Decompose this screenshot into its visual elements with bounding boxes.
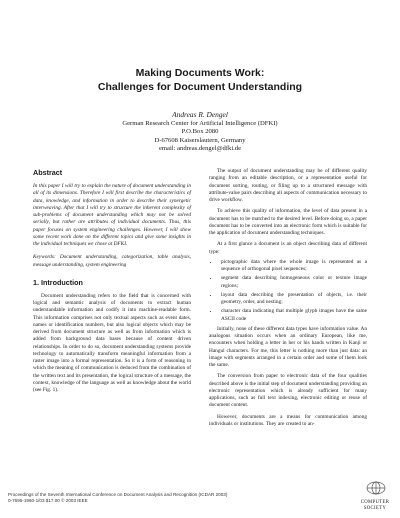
section-heading-introduction: 1. Introduction [33,277,83,287]
body-paragraph: Initially, none of these different data types have information value. An analogous situation occurs when an ordinary European, like me, encounters when holding a letter in her or his hands written in Kanji or Hangul characters. For me, this letter is nothing more than just data: an image with segments arranged in a certain order and some of them look the same. [209,325,367,368]
abstract-text: In this paper I will try to explain the nature of document understanding in all of its dimensions. Therefore I will first describe the characteristics of data, knowledge, and information in order to describe their synergetic interweaving. After that I will try to structure the inherent complexity of sub-problems of document understanding which may not be solved serially, but rather are attributes of individual documents. Thus, this paper focuses on system engineering challenges. However, I will show some recent work done on the different topics and give some insights in the individual techniques we chose at DFKI. [33,183,191,247]
intro-paragraph: Document understanding refers to the field that is concerned with logical and semantic analysis of documents to extract human understandable information and codify it into machine-readable form. This information comprises not only textual aspects such as event dates, names or identification numbers, but also logical objects which may be derived from document structure as well as from information which is added from background data bases because of content driven relationships. In order to do so, document understanding systems provide technology to automatically transform meaningful information from a raster image into a formal representation. So it is a form of reasoning in which the meaning of communication is deduced from the combination of the written text and its presentation, the logical structure of a message, the context, knowledge of the language as well as knowledge about the world (see Fig. 1). [33,292,191,393]
author-name: Andreas R. Dengel [172,110,228,119]
computer-society-logo-text: COMPUTER SOCIETY [360,500,390,511]
list-item: • character data indicating that multiple glyph images have the same ASCII code [219,308,367,323]
body-paragraph: At a first glance a document is an object describing data of different type: [209,241,367,255]
body-paragraph: The output of document understanding may be of different quality ranging from an editable description, or a representation useful for document sorting, routing, or filing up to a structured message with attribute-value pairs describing all aspects of communication necessary to drive workflow. [209,168,367,203]
affiliation-line: German Research Center for Artificial Intelligence (DFKI) [122,119,278,127]
body-paragraph: To achieve this quality of information, the level of data present in a document has to be matched to the desired level. Before doing so, a paper document has to be converted into an electronic form which is suitable for the application of document understanding techniques. [209,208,367,236]
list-item: • pictographic data where the whole image is represented as a sequence of orthogonal pixel sequences; [219,259,367,274]
author-email: email: andreas.dengel@dfki.de [158,145,242,153]
keywords: Keywords: Document understanding, categorization, table analysis, message understanding, system engineering [33,254,191,268]
title-line-1: Making Documents Work: [135,67,265,79]
abstract-heading: Abstract [33,168,63,177]
affiliation-line: D-67608 Kaiserslautern, Germany [154,136,246,144]
data-type-list [209,259,367,323]
affiliation-line: P.O.Box 2080 [181,128,219,136]
footer-proceedings-line: Proceedings of the Seventh International Conference on Document Analysis and Recognition (ICDAR 2003) [8,492,228,497]
left-column [33,168,191,394]
title-line-2: Challenges for Document Understanding [97,81,303,93]
author-block [60,111,340,154]
body-paragraph: The conversion from paper to electronic data of the four qualities described above is the initial step of document understanding providing an electronic representation which is already sufficient for many applications, such as full text indexing, electronic editing or reuse of document content. [209,373,367,409]
proceedings-footer [8,492,348,504]
footer-isbn-line: 0-7695-1960-1/03 $17.00 © 2003 IEEE [8,498,88,504]
list-item: • segment data describing homogeneous color or texture image regions; [219,275,367,290]
paper-title [40,66,360,94]
body-paragraph: However, documents are a means for communication among individuals or institutions. They are created to an- [209,413,367,427]
list-item: • layout data describing the presentation of objects, i.e. their geometry, order, and nesting; [219,292,367,307]
right-column [209,168,367,428]
